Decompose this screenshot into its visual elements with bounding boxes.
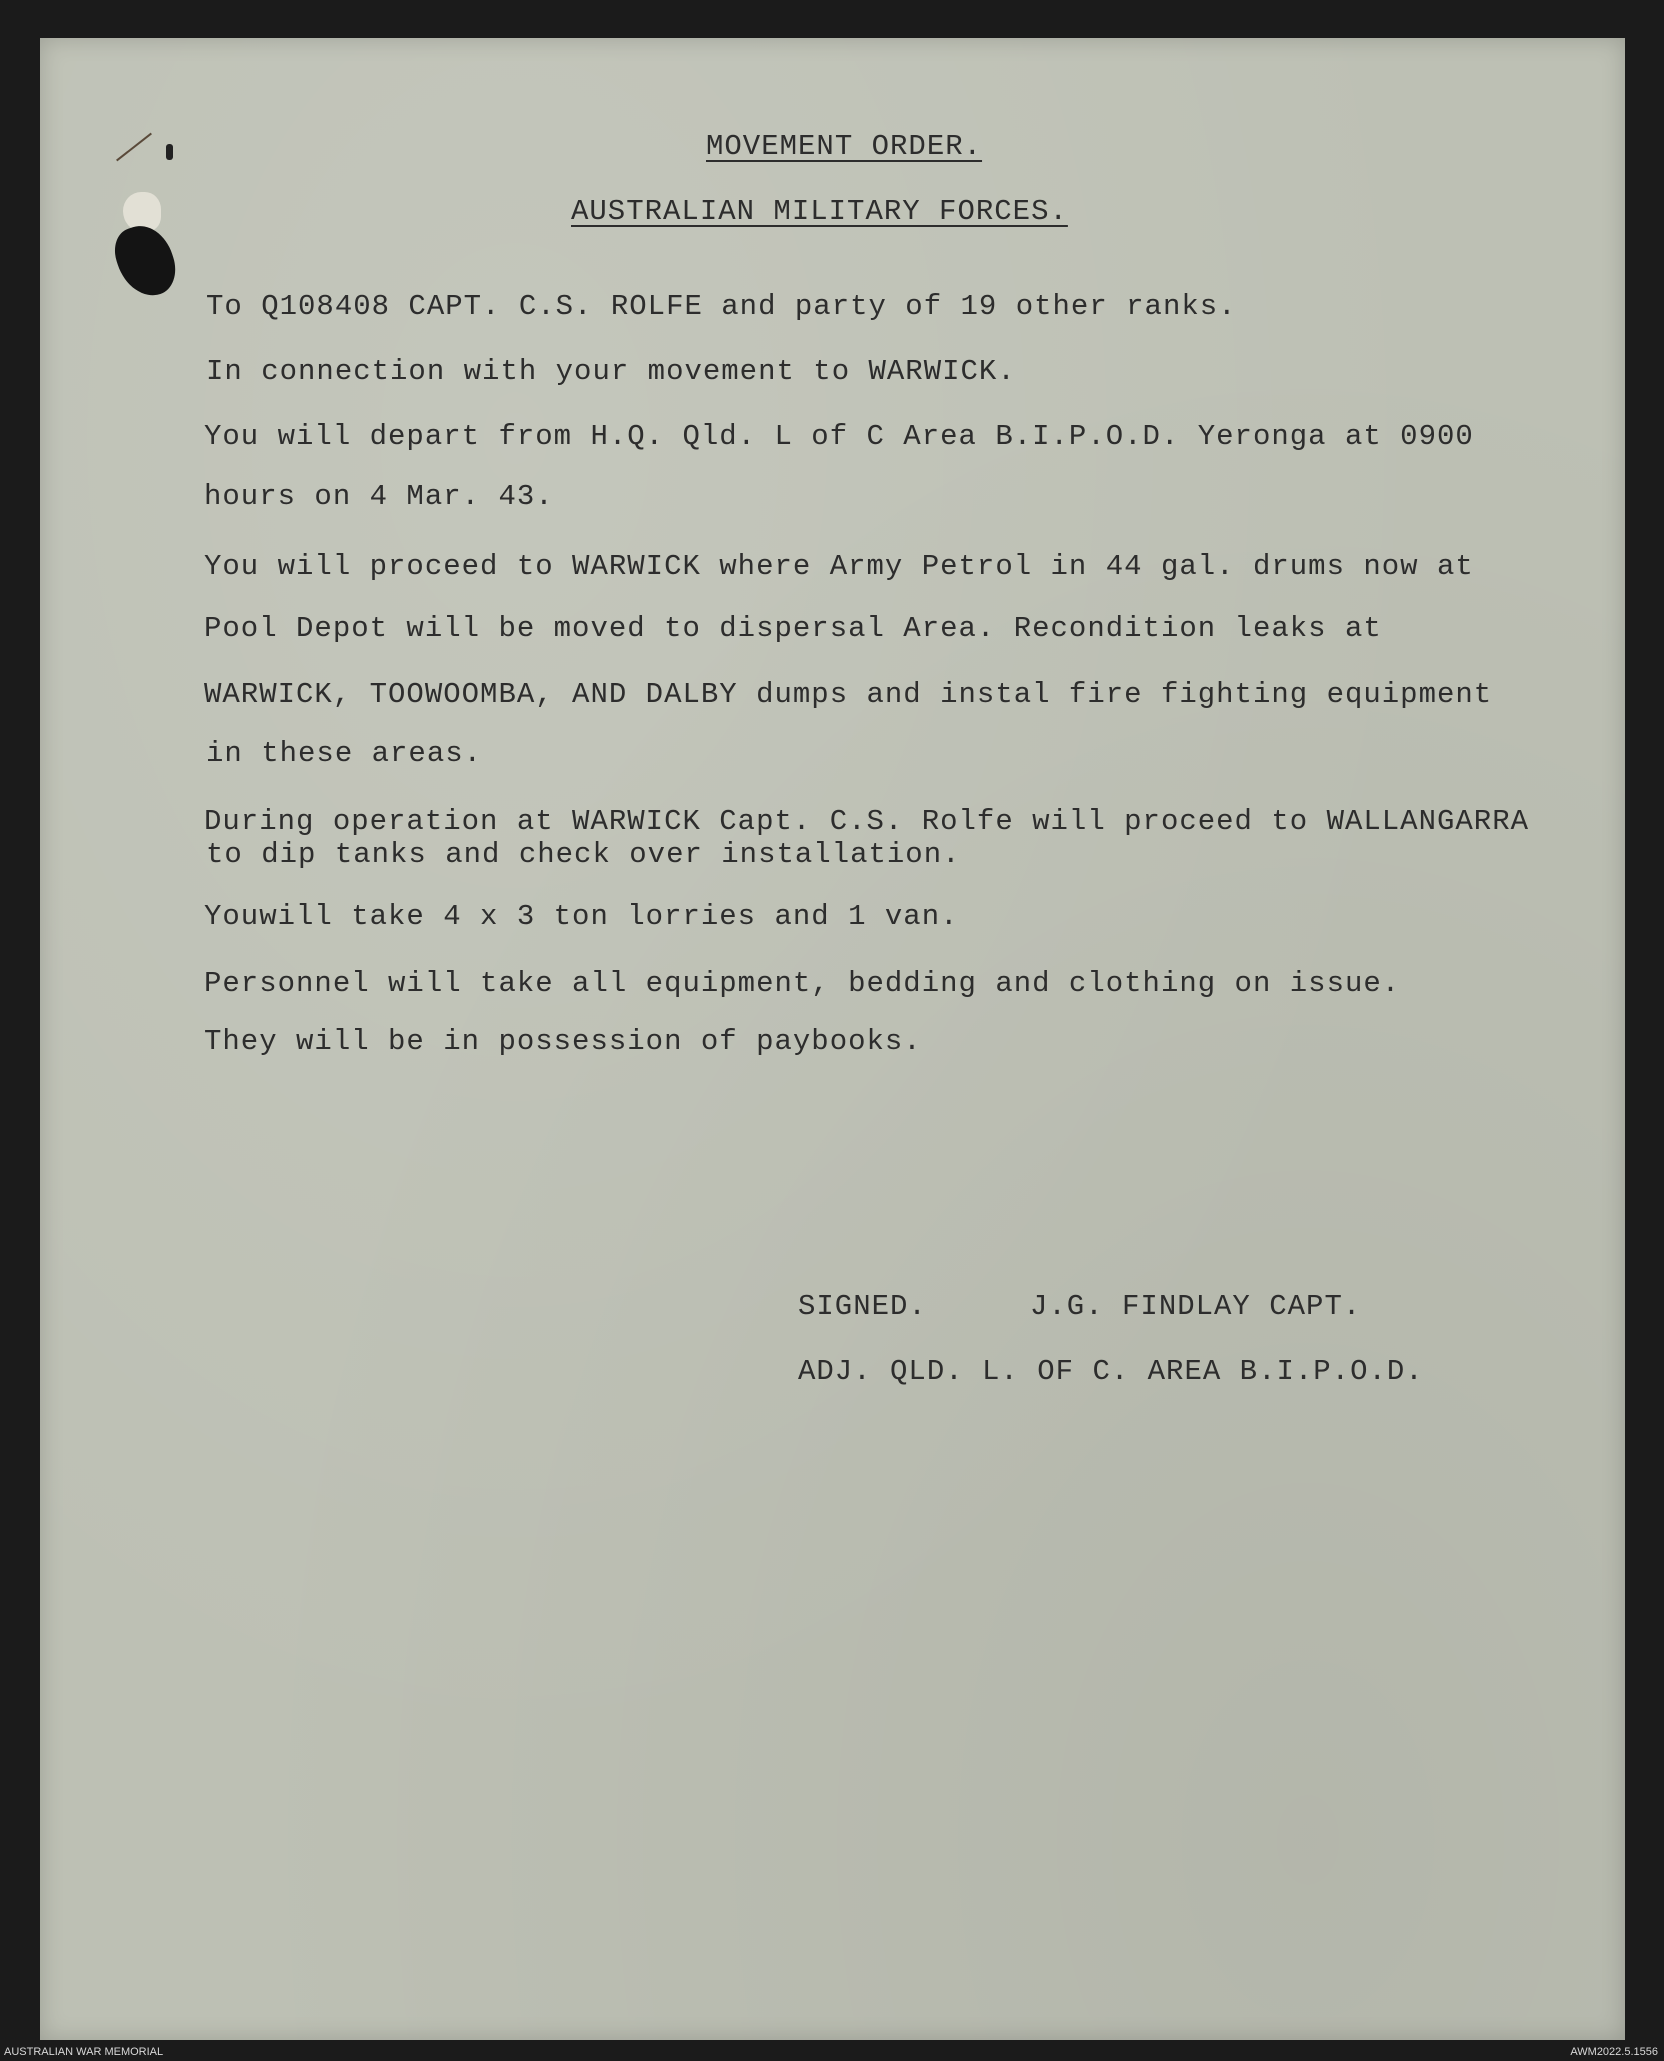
body-line-13: They will be in possession of paybooks. [204, 1025, 922, 1058]
body-line-5: You will proceed to WARWICK where Army Petrol in 44 gal. drums now at [204, 550, 1474, 583]
document-subtitle: AUSTRALIAN MILITARY FORCES. [571, 195, 1068, 228]
body-line-7: WARWICK, TOOWOOMBA, AND DALBY dumps and instal fire fighting equipment [204, 678, 1493, 711]
body-line-2: In connection with your movement to WARWICK. [206, 355, 1016, 388]
body-line-11: Youwill take 4 x 3 ton lorries and 1 van. [204, 900, 959, 933]
body-line-9: During operation at WARWICK Capt. C.S. Rolfe will proceed to WALLANGARRA [204, 805, 1530, 838]
body-line-10: to dip tanks and check over installation. [206, 838, 961, 871]
body-line-3: You will depart from H.Q. Qld. L of C Area B.I.P.O.D. Yeronga at 0900 [204, 420, 1474, 453]
body-line-6: Pool Depot will be moved to dispersal Area. Recondition leaks at [204, 612, 1382, 645]
document-title: MOVEMENT ORDER. [706, 130, 983, 163]
body-line-1: To Q108408 CAPT. C.S. ROLFE and party of 19 other ranks. [206, 290, 1237, 323]
body-line-12: Personnel will take all equipment, bedding and clothing on issue. [204, 967, 1401, 1000]
signer-name: J.G. FINDLAY CAPT. [1030, 1290, 1362, 1323]
footer-accession-number: AWM2022.5.1556 [1570, 2046, 1658, 2058]
footer-institution: AUSTRALIAN WAR MEMORIAL [4, 2046, 164, 2058]
body-line-4: hours on 4 Mar. 43. [204, 480, 554, 513]
signer-position: ADJ. QLD. L. OF C. AREA B.I.P.O.D. [798, 1355, 1424, 1388]
body-line-8: in these areas. [206, 737, 483, 770]
signed-label: SIGNED. [798, 1290, 927, 1323]
ink-mark [166, 144, 173, 160]
